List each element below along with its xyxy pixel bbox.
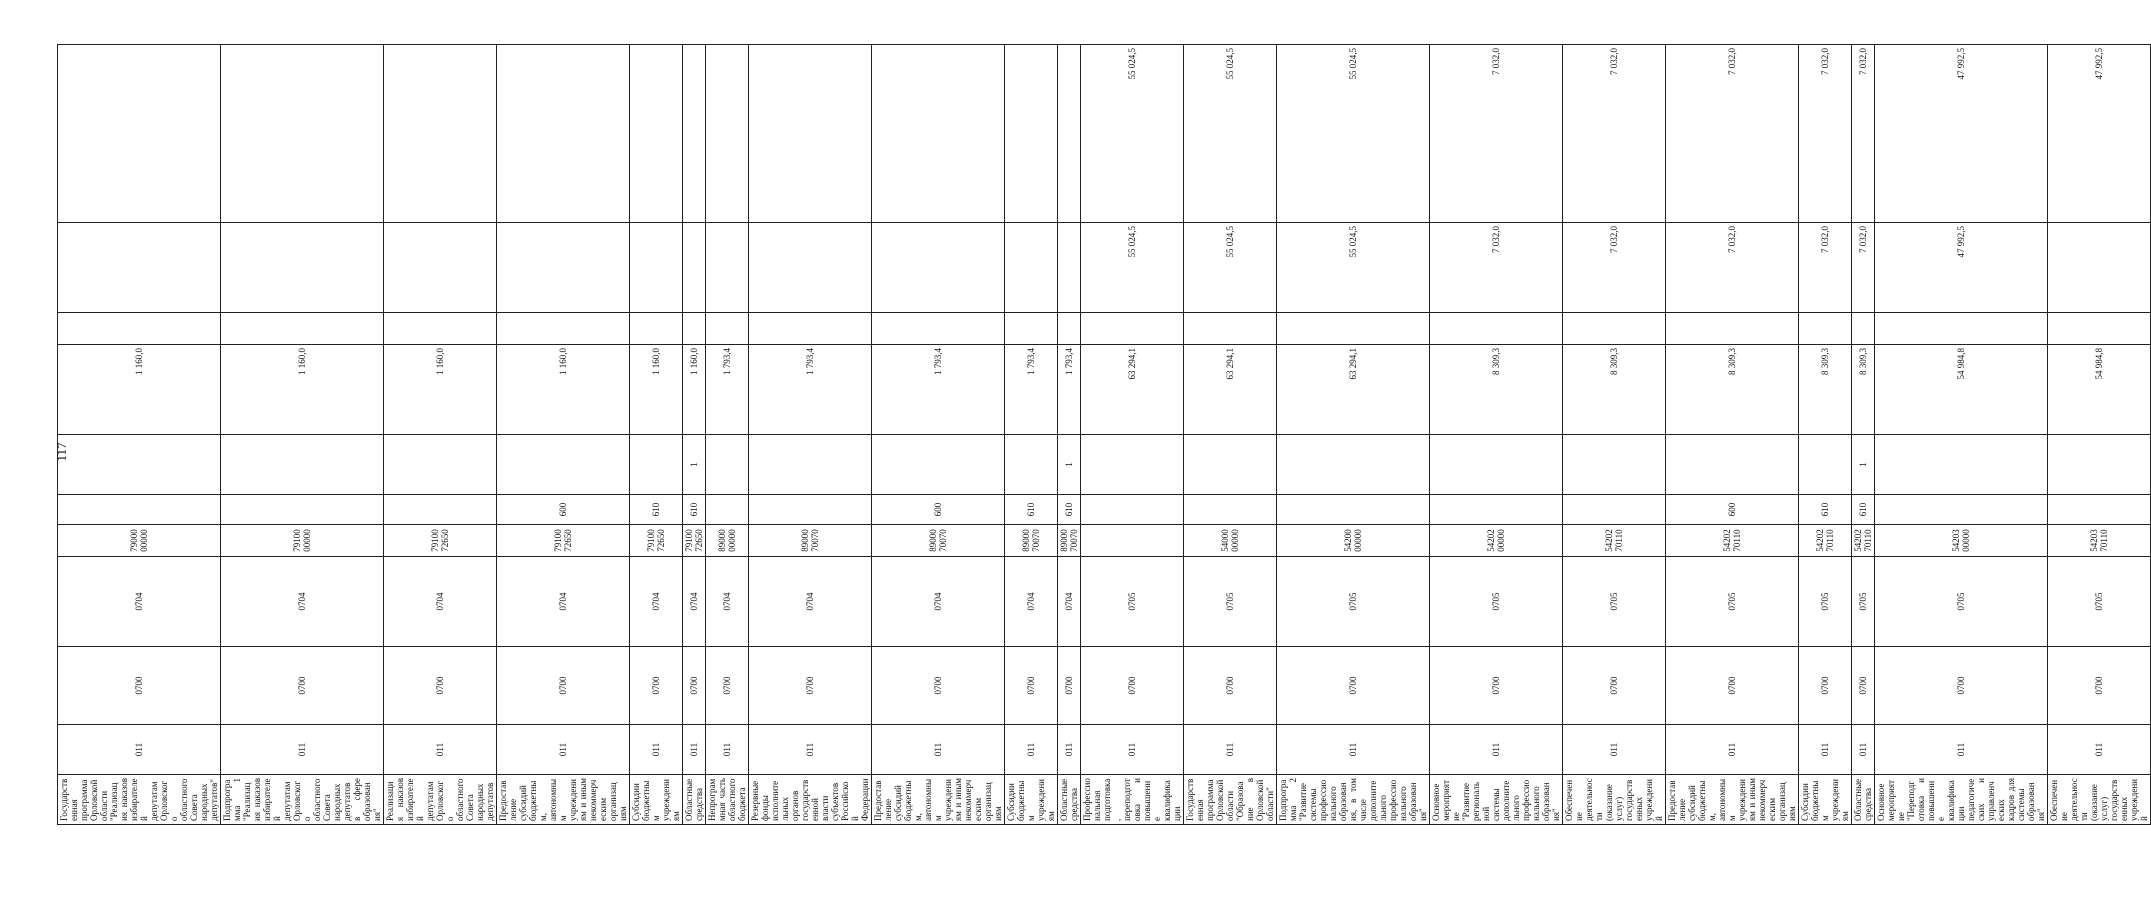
spacer-cell: [630, 313, 683, 345]
expense-type-cell: 610: [1058, 495, 1081, 525]
table-row: [1875, 45, 2048, 825]
ministry-cell: 011: [1277, 725, 1430, 775]
rotated-table-wrapper: [57, 45, 2149, 825]
target-code-cell: 5420270110: [1852, 525, 1875, 557]
section-cell: 0700: [1081, 647, 1184, 725]
expense-type-cell: [1081, 495, 1184, 525]
subsection-cell: 0704: [1005, 557, 1058, 647]
expense-type-cell: 610: [683, 495, 706, 525]
subsection-cell: 0705: [1875, 557, 2048, 647]
flag-cell: 1: [1852, 435, 1875, 495]
value-col2-cell: 7 032,0: [1666, 223, 1799, 313]
expense-type-cell: [1184, 495, 1277, 525]
value-col2-cell: [872, 223, 1005, 313]
value-col2-cell: [384, 223, 497, 313]
value-col2-cell: 7 032,0: [1852, 223, 1875, 313]
section-cell: 0700: [497, 647, 630, 725]
target-code-cell: 5420000000: [1277, 525, 1430, 557]
value-col1-cell: 1 160,0: [384, 345, 497, 435]
value-col3-cell: 47 992,5: [2048, 45, 2151, 223]
section-cell: 0700: [1666, 647, 1799, 725]
value-col3-cell: [872, 45, 1005, 223]
item-name-cell: Областные средства: [1058, 775, 1081, 825]
expense-type-cell: [58, 495, 221, 525]
target-code-cell: 7910072650: [630, 525, 683, 557]
flag-cell: [1875, 435, 2048, 495]
table-row: [1563, 45, 1666, 825]
expense-type-cell: [1430, 495, 1563, 525]
item-name-cell: Реализация наказов избирателей депутатам Орловского областного Совета народных депутатов: [384, 775, 497, 825]
target-code-cell: 5420270110: [1563, 525, 1666, 557]
value-col3-cell: [749, 45, 872, 223]
ministry-cell: 011: [1430, 725, 1563, 775]
value-col2-cell: [749, 223, 872, 313]
value-col3-cell: 7 032,0: [1563, 45, 1666, 223]
subsection-cell: 0705: [1666, 557, 1799, 647]
flag-cell: [1184, 435, 1277, 495]
spacer-cell: [1875, 313, 2048, 345]
section-cell: 0700: [872, 647, 1005, 725]
item-name-cell: Предоставление субсидий бюджетным, автономным учреждениям и иным некоммерческим организациям: [1666, 775, 1799, 825]
flag-cell: [872, 435, 1005, 495]
value-col1-cell: 63 294,1: [1081, 345, 1184, 435]
section-cell: 0700: [221, 647, 384, 725]
value-col3-cell: [630, 45, 683, 223]
flag-cell: 1: [1058, 435, 1081, 495]
value-col1-cell: 1 793,4: [872, 345, 1005, 435]
value-col1-cell: 63 294,1: [1277, 345, 1430, 435]
item-name-cell: Областные средства: [1852, 775, 1875, 825]
value-col1-cell: 1 160,0: [221, 345, 384, 435]
expense-type-cell: [706, 495, 749, 525]
value-col3-cell: [1005, 45, 1058, 223]
flag-cell: 1: [683, 435, 706, 495]
value-col1-cell: 8 309,3: [1799, 345, 1852, 435]
expense-type-cell: 610: [1799, 495, 1852, 525]
value-col3-cell: 7 032,0: [1430, 45, 1563, 223]
section-cell: 0700: [1277, 647, 1430, 725]
target-code-cell: 5420200000: [1430, 525, 1563, 557]
value-col3-cell: 7 032,0: [1799, 45, 1852, 223]
subsection-cell: 0704: [706, 557, 749, 647]
target-code-cell: [1081, 525, 1184, 557]
expense-type-cell: [1875, 495, 2048, 525]
table-row: [1184, 45, 1277, 825]
value-col1-cell: 54 984,8: [1875, 345, 2048, 435]
value-col2-cell: 7 032,0: [1799, 223, 1852, 313]
target-code-cell: 5400000000: [1184, 525, 1277, 557]
ministry-cell: 011: [872, 725, 1005, 775]
item-name-cell: Предоставление субсидий бюджетным, автономным учреждениям и иным некоммерческим организациям: [497, 775, 630, 825]
section-cell: 0700: [706, 647, 749, 725]
flag-cell: [1563, 435, 1666, 495]
subsection-cell: 0705: [1563, 557, 1666, 647]
target-code-cell: 5420270110: [1666, 525, 1799, 557]
spacer-cell: [749, 313, 872, 345]
flag-cell: [221, 435, 384, 495]
item-name-cell: Профессиональная подготовка, переподготовка и повышение квалификации: [1081, 775, 1184, 825]
spacer-cell: [1005, 313, 1058, 345]
subsection-cell: 0704: [872, 557, 1005, 647]
value-col1-cell: 63 294,1: [1184, 345, 1277, 435]
ministry-cell: 011: [1005, 725, 1058, 775]
subsection-cell: 0705: [1184, 557, 1277, 647]
subsection-cell: 0704: [630, 557, 683, 647]
flag-cell: [384, 435, 497, 495]
value-col3-cell: 55 024,5: [1184, 45, 1277, 223]
spacer-cell: [1058, 313, 1081, 345]
value-col3-cell: [221, 45, 384, 223]
expense-type-cell: 610: [1005, 495, 1058, 525]
table-row: [872, 45, 1005, 825]
expense-type-cell: [384, 495, 497, 525]
target-code-cell: 5420370110: [2048, 525, 2151, 557]
item-name-cell: Основное мероприятие "Развитие региональной системы дополнительного профессионального образования": [1430, 775, 1563, 825]
spacer-cell: [1852, 313, 1875, 345]
spacer-cell: [683, 313, 706, 345]
value-col2-cell: 55 024,5: [1277, 223, 1430, 313]
value-col1-cell: 1 793,4: [706, 345, 749, 435]
subsection-cell: 0704: [221, 557, 384, 647]
value-col2-cell: [221, 223, 384, 313]
expense-type-cell: [1563, 495, 1666, 525]
value-col1-cell: 1 160,0: [58, 345, 221, 435]
subsection-cell: 0704: [749, 557, 872, 647]
expense-type-cell: [221, 495, 384, 525]
spacer-cell: [1430, 313, 1563, 345]
section-cell: 0700: [384, 647, 497, 725]
value-col1-cell: 1 160,0: [683, 345, 706, 435]
table-row: [1058, 45, 1081, 825]
ministry-cell: 011: [1852, 725, 1875, 775]
ministry-cell: 011: [221, 725, 384, 775]
ministry-cell: 011: [630, 725, 683, 775]
section-cell: 0700: [630, 647, 683, 725]
spacer-cell: [706, 313, 749, 345]
table-row: [2048, 45, 2151, 825]
table-row: [384, 45, 497, 825]
item-name-cell: Обеспечение деятельности (оказание услуг) государственных учреждений: [2048, 775, 2151, 825]
value-col2-cell: 7 032,0: [1563, 223, 1666, 313]
ministry-cell: 011: [1081, 725, 1184, 775]
flag-cell: [706, 435, 749, 495]
value-col1-cell: 1 160,0: [630, 345, 683, 435]
flag-cell: [1081, 435, 1184, 495]
section-cell: 0700: [1058, 647, 1081, 725]
ministry-cell: 011: [497, 725, 630, 775]
target-code-cell: 5420270110: [1799, 525, 1852, 557]
spacer-cell: [1081, 313, 1184, 345]
item-name-cell: Областные средства: [683, 775, 706, 825]
value-col2-cell: [497, 223, 630, 313]
budget-table: [57, 44, 2151, 825]
ministry-cell: 011: [2048, 725, 2151, 775]
flag-cell: [1277, 435, 1430, 495]
flag-cell: [1430, 435, 1563, 495]
table-row: [630, 45, 683, 825]
section-cell: 0700: [1799, 647, 1852, 725]
ministry-cell: 011: [1058, 725, 1081, 775]
ministry-cell: 011: [58, 725, 221, 775]
value-col2-cell: 7 032,0: [1430, 223, 1563, 313]
ministry-cell: 011: [749, 725, 872, 775]
value-col2-cell: [2048, 223, 2151, 313]
item-name-cell: Предоставление субсидий бюджетным, автономным учреждениям и иным некоммерческим организациям: [872, 775, 1005, 825]
table-body: [58, 45, 2151, 825]
expense-type-cell: 610: [630, 495, 683, 525]
value-col3-cell: 47 992,5: [1875, 45, 2048, 223]
flag-cell: [1666, 435, 1799, 495]
target-code-cell: 8900070070: [749, 525, 872, 557]
target-code-cell: 7910072650: [497, 525, 630, 557]
value-col2-cell: [1005, 223, 1058, 313]
value-col2-cell: 55 024,5: [1081, 223, 1184, 313]
table-row: [497, 45, 630, 825]
spacer-cell: [2048, 313, 2151, 345]
target-code-cell: 8900070070: [1058, 525, 1081, 557]
subsection-cell: 0705: [1799, 557, 1852, 647]
target-code-cell: 8900070070: [872, 525, 1005, 557]
value-col1-cell: 1 160,0: [497, 345, 630, 435]
ministry-cell: 011: [1666, 725, 1799, 775]
ministry-cell: 011: [1563, 725, 1666, 775]
spacer-cell: [1277, 313, 1430, 345]
expense-type-cell: [2048, 495, 2151, 525]
section-cell: 0700: [683, 647, 706, 725]
value-col1-cell: 8 309,3: [1430, 345, 1563, 435]
target-code-cell: 5420300000: [1875, 525, 2048, 557]
expense-type-cell: [1277, 495, 1430, 525]
table-row: [749, 45, 872, 825]
table-row: [58, 45, 221, 825]
spacer-cell: [872, 313, 1005, 345]
spacer-cell: [1563, 313, 1666, 345]
target-code-cell: 7910072650: [384, 525, 497, 557]
table-row: [683, 45, 706, 825]
section-cell: 0700: [58, 647, 221, 725]
target-code-cell: 7900000000: [58, 525, 221, 557]
subsection-cell: 0704: [683, 557, 706, 647]
subsection-cell: 0705: [1277, 557, 1430, 647]
value-col3-cell: 55 024,5: [1081, 45, 1184, 223]
value-col2-cell: [683, 223, 706, 313]
item-name-cell: Субсидии бюджетным учреждениям: [1005, 775, 1058, 825]
table-row: [221, 45, 384, 825]
section-cell: 0700: [1430, 647, 1563, 725]
section-cell: 0700: [2048, 647, 2151, 725]
value-col1-cell: 8 309,3: [1563, 345, 1666, 435]
subsection-cell: 0705: [1430, 557, 1563, 647]
value-col2-cell: [630, 223, 683, 313]
value-col1-cell: 8 309,3: [1666, 345, 1799, 435]
item-name-cell: Субсидии бюджетным учреждениям: [630, 775, 683, 825]
expense-type-cell: 600: [1666, 495, 1799, 525]
spacer-cell: [1666, 313, 1799, 345]
value-col3-cell: 55 024,5: [1277, 45, 1430, 223]
flag-cell: [630, 435, 683, 495]
table-row: [1081, 45, 1184, 825]
item-name-cell: Основное мероприятие "Переподготовка и повышение квалификации педагогических и управленческих кадров для системы образования": [1875, 775, 2048, 825]
expense-type-cell: 600: [497, 495, 630, 525]
spacer-cell: [1184, 313, 1277, 345]
value-col2-cell: 47 992,5: [1875, 223, 2048, 313]
target-code-cell: 7910000000: [221, 525, 384, 557]
table-row: [1277, 45, 1430, 825]
value-col1-cell: 1 793,4: [1058, 345, 1081, 435]
target-code-cell: 7910072650: [683, 525, 706, 557]
ministry-cell: 011: [1184, 725, 1277, 775]
value-col1-cell: 1 793,4: [749, 345, 872, 435]
value-col1-cell: 54 984,8: [2048, 345, 2151, 435]
section-cell: 0700: [749, 647, 872, 725]
spacer-cell: [1799, 313, 1852, 345]
subsection-cell: 0704: [1058, 557, 1081, 647]
expense-type-cell: 600: [872, 495, 1005, 525]
flag-cell: [58, 435, 221, 495]
page-number: 117: [54, 442, 69, 462]
value-col3-cell: [384, 45, 497, 223]
flag-cell: [1799, 435, 1852, 495]
subsection-cell: 0705: [1081, 557, 1184, 647]
item-name-cell: Резервные фонды исполнительных органов государственной власти субъектов Российской Федерации: [749, 775, 872, 825]
section-cell: 0700: [1852, 647, 1875, 725]
table-row: [1005, 45, 1058, 825]
table-row: [1666, 45, 1799, 825]
item-name-cell: Субсидии бюджетным учреждениям: [1799, 775, 1852, 825]
section-cell: 0700: [1005, 647, 1058, 725]
ministry-cell: 011: [706, 725, 749, 775]
item-name-cell: Подпрограмма 2 "Развитие системы профессионального образования, в том числе дополнительного профессионального образования": [1277, 775, 1430, 825]
value-col3-cell: 7 032,0: [1666, 45, 1799, 223]
table-row: [1852, 45, 1875, 825]
value-col3-cell: [497, 45, 630, 223]
item-name-cell: Подпрограмма 1 "Реализация наказов избирателей депутатам Орловского областного Совета народных депутатов в сфере образования": [221, 775, 384, 825]
value-col1-cell: 8 309,3: [1852, 345, 1875, 435]
value-col3-cell: 7 032,0: [1852, 45, 1875, 223]
ministry-cell: 011: [683, 725, 706, 775]
table-row: [706, 45, 749, 825]
item-name-cell: Непрограммная часть областного бюджета: [706, 775, 749, 825]
subsection-cell: 0704: [497, 557, 630, 647]
item-name-cell: Обеспечение деятельности (оказание услуг) государственных учреждений: [1563, 775, 1666, 825]
table-row: [1799, 45, 1852, 825]
flag-cell: [749, 435, 872, 495]
spacer-cell: [497, 313, 630, 345]
value-col2-cell: [706, 223, 749, 313]
section-cell: 0700: [1563, 647, 1666, 725]
value-col2-cell: 55 024,5: [1184, 223, 1277, 313]
table-row: [1430, 45, 1563, 825]
subsection-cell: 0704: [384, 557, 497, 647]
value-col2-cell: [1058, 223, 1081, 313]
target-code-cell: 8900000000: [706, 525, 749, 557]
value-col3-cell: [1058, 45, 1081, 223]
section-cell: 0700: [1875, 647, 2048, 725]
value-col3-cell: [58, 45, 221, 223]
expense-type-cell: 610: [1852, 495, 1875, 525]
value-col3-cell: [683, 45, 706, 223]
flag-cell: [2048, 435, 2151, 495]
flag-cell: [1005, 435, 1058, 495]
flag-cell: [497, 435, 630, 495]
spacer-cell: [58, 313, 221, 345]
ministry-cell: 011: [1799, 725, 1852, 775]
ministry-cell: 011: [1875, 725, 2048, 775]
value-col3-cell: [706, 45, 749, 223]
value-col2-cell: [58, 223, 221, 313]
item-name-cell: Государственная программа Орловской области "Реализация наказов избирателей депутатам Орловского областного Совета народных депутатов": [58, 775, 221, 825]
spacer-cell: [221, 313, 384, 345]
ministry-cell: 011: [384, 725, 497, 775]
spacer-cell: [384, 313, 497, 345]
subsection-cell: 0705: [1852, 557, 1875, 647]
expense-type-cell: [749, 495, 872, 525]
target-code-cell: 8900070070: [1005, 525, 1058, 557]
section-cell: 0700: [1184, 647, 1277, 725]
value-col1-cell: 1 793,4: [1005, 345, 1058, 435]
subsection-cell: 0705: [2048, 557, 2151, 647]
subsection-cell: 0704: [58, 557, 221, 647]
item-name-cell: Государственная программа Орловской области "Образование в Орловской области": [1184, 775, 1277, 825]
